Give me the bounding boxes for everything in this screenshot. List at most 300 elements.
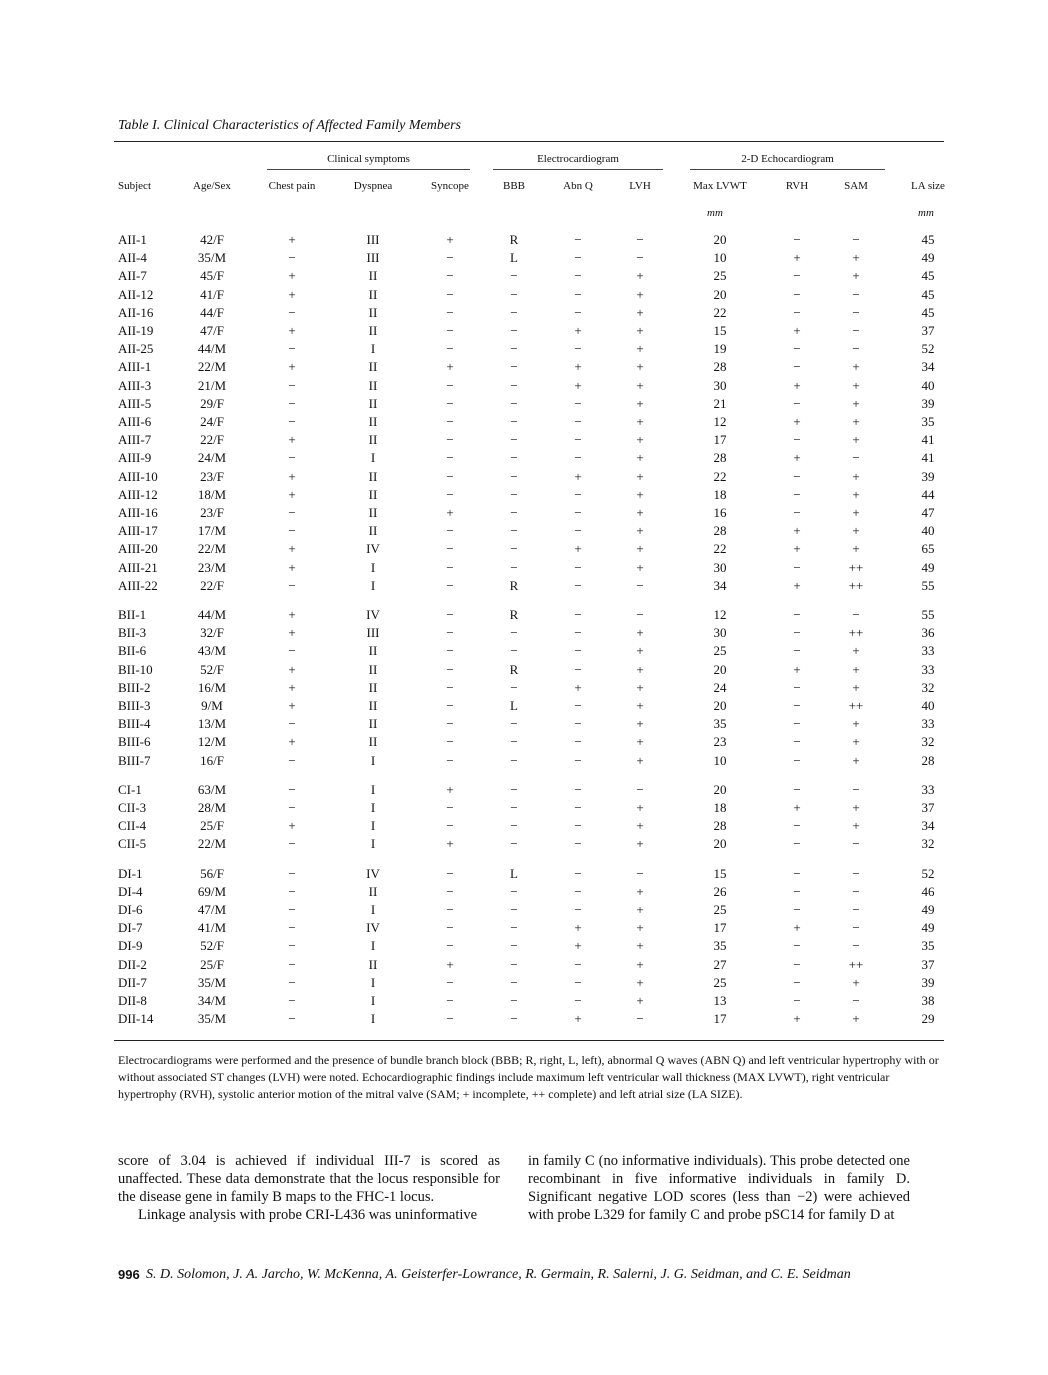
cell-bbb: − <box>510 486 518 502</box>
cell-rvh: − <box>793 559 801 575</box>
cell-chest-pain: − <box>288 523 296 539</box>
cell-max-lvwt: 20 <box>713 698 727 713</box>
cell-age-sex: 41/F <box>200 286 224 302</box>
cell-rvh: + <box>793 377 801 393</box>
cell-sam: + <box>852 661 860 677</box>
cell-dyspnea: II <box>368 698 378 713</box>
cell-sam: + <box>852 395 860 411</box>
cell-chest-pain: + <box>288 679 296 695</box>
cell-bbb: − <box>510 559 518 575</box>
cell-syncope: + <box>446 836 454 852</box>
cell-subject: BIII-4 <box>118 716 151 732</box>
cell-lvh: + <box>636 468 644 484</box>
cell-dyspnea: IV <box>366 920 380 936</box>
cell-la-size: 49 <box>921 250 935 266</box>
cell-age-sex: 35/M <box>197 974 227 990</box>
cell-subject: CII-5 <box>118 836 147 852</box>
cell-dyspnea: II <box>368 956 378 972</box>
cell-rvh: − <box>793 232 801 247</box>
cell-dyspnea: I <box>370 577 376 593</box>
cell-lvh: + <box>636 734 644 750</box>
cell-abn-q: − <box>574 341 582 357</box>
cell-abn-q: + <box>574 938 582 954</box>
cell-dyspnea: I <box>370 559 376 575</box>
table-row <box>0 624 1048 642</box>
cell-chest-pain: + <box>288 486 296 502</box>
cell-max-lvwt: 18 <box>713 486 727 502</box>
table-row <box>0 799 1048 817</box>
cell-age-sex: 52/F <box>200 938 224 954</box>
cell-rvh: − <box>793 286 801 302</box>
cell-age-sex: 22/F <box>200 577 224 593</box>
cell-subject: AII-7 <box>118 268 147 284</box>
cell-dyspnea: IV <box>366 607 380 622</box>
cell-syncope: − <box>446 818 454 834</box>
table-row <box>0 540 1048 558</box>
table-top-rule <box>114 141 944 142</box>
cell-age-sex: 43/M <box>197 643 227 659</box>
cell-rvh: − <box>793 956 801 972</box>
cell-syncope: − <box>446 523 454 539</box>
cell-syncope: − <box>446 993 454 1008</box>
cell-chest-pain: − <box>288 902 296 917</box>
cell-rvh: + <box>793 800 801 815</box>
table-row <box>0 431 1048 449</box>
cell-rvh: − <box>793 865 801 881</box>
cell-chest-pain: − <box>288 341 296 357</box>
table-row <box>0 642 1048 660</box>
cell-syncope: − <box>446 643 454 659</box>
cell-chest-pain: − <box>288 450 296 466</box>
body-column-right <box>528 1152 910 1224</box>
cell-age-sex: 17/M <box>197 523 227 539</box>
cell-subject: AIII-6 <box>118 414 152 429</box>
cell-rvh: − <box>793 468 801 484</box>
cell-syncope: − <box>446 541 454 557</box>
cell-dyspnea: II <box>368 883 378 899</box>
table-row <box>0 715 1048 733</box>
cell-lvh: + <box>636 883 644 899</box>
cell-rvh: + <box>793 450 801 466</box>
cell-dyspnea: IV <box>366 865 380 881</box>
cell-sam: − <box>852 902 860 917</box>
cell-max-lvwt: 16 <box>713 505 727 520</box>
cell-bbb: − <box>510 468 518 484</box>
cell-bbb: − <box>510 902 518 917</box>
cell-max-lvwt: 24 <box>713 679 727 695</box>
cell-la-size: 35 <box>921 938 935 954</box>
cell-sam: − <box>852 938 860 954</box>
cell-chest-pain: + <box>288 661 296 677</box>
cell-syncope: − <box>446 577 454 593</box>
cell-la-size: 40 <box>921 377 935 393</box>
cell-rvh: + <box>793 920 801 936</box>
cell-bbb: − <box>510 800 518 815</box>
cell-age-sex: 16/F <box>200 752 224 768</box>
cell-lvh: + <box>636 679 644 695</box>
cell-chest-pain: − <box>288 800 296 815</box>
body-paragraph: score of 3.04 is achieved if individual III-7 is scored as unaffected. These data demonstrate that the locus responsible for the disease gene in family B maps to the FHC-1 locus. <box>118 1153 500 1205</box>
table-row <box>0 486 1048 504</box>
cell-dyspnea: II <box>368 716 378 732</box>
cell-age-sex: 44/F <box>200 304 224 320</box>
cell-bbb: − <box>510 1011 518 1027</box>
cell-max-lvwt: 20 <box>713 836 727 852</box>
table-row <box>0 606 1048 624</box>
col-header-dyspnea: Dyspnea <box>353 180 393 192</box>
cell-lvh: + <box>636 341 644 357</box>
cell-syncope: − <box>446 679 454 695</box>
table-row <box>0 1010 1048 1028</box>
table-row <box>0 395 1048 413</box>
cell-max-lvwt: 22 <box>713 304 727 320</box>
cell-la-size: 40 <box>921 523 935 539</box>
cell-rvh: − <box>793 902 801 917</box>
cell-rvh: + <box>793 541 801 557</box>
cell-chest-pain: − <box>288 395 296 411</box>
cell-chest-pain: − <box>288 377 296 393</box>
cell-max-lvwt: 28 <box>713 818 727 834</box>
cell-rvh: + <box>793 323 801 338</box>
cell-subject: DI-6 <box>118 902 143 917</box>
cell-max-lvwt: 30 <box>713 377 727 393</box>
cell-abn-q: − <box>574 450 582 466</box>
cell-abn-q: − <box>574 956 582 972</box>
cell-lvh: − <box>636 781 644 797</box>
cell-la-size: 36 <box>921 625 935 641</box>
cell-abn-q: + <box>574 323 582 338</box>
cell-subject: BIII-2 <box>118 679 151 695</box>
cell-syncope: − <box>446 625 454 641</box>
cell-age-sex: 47/F <box>200 323 224 338</box>
cell-dyspnea: II <box>368 395 378 411</box>
cell-chest-pain: − <box>288 577 296 593</box>
table-row <box>0 504 1048 522</box>
col-header-lvh: LVH <box>629 180 651 192</box>
cell-bbb: − <box>510 938 518 954</box>
cell-lvh: + <box>636 304 644 320</box>
cell-sam: ++ <box>848 698 864 713</box>
cell-sam: + <box>852 414 860 429</box>
cell-bbb: R <box>509 577 519 593</box>
cell-la-size: 49 <box>921 920 935 936</box>
cell-lvh: − <box>636 607 644 622</box>
cell-subject: AII-19 <box>118 323 154 338</box>
cell-abn-q: − <box>574 781 582 797</box>
cell-syncope: − <box>446 865 454 881</box>
col-header-la-size: LA size <box>911 180 945 192</box>
cell-bbb: − <box>510 818 518 834</box>
cell-bbb: − <box>510 268 518 284</box>
cell-subject: AIII-12 <box>118 486 158 502</box>
cell-max-lvwt: 34 <box>713 577 727 593</box>
cell-la-size: 37 <box>921 323 935 338</box>
cell-abn-q: − <box>574 268 582 284</box>
cell-subject: BII-6 <box>118 643 147 659</box>
cell-subject: AIII-20 <box>118 541 158 557</box>
cell-lvh: − <box>636 577 644 593</box>
cell-sam: ++ <box>848 956 864 972</box>
cell-age-sex: 22/M <box>197 541 227 557</box>
cell-abn-q: − <box>574 304 582 320</box>
cell-sam: − <box>852 304 860 320</box>
table-row <box>0 340 1048 358</box>
table-row <box>0 377 1048 395</box>
cell-syncope: − <box>446 341 454 357</box>
cell-rvh: − <box>793 993 801 1008</box>
cell-abn-q: + <box>574 377 582 393</box>
cell-la-size: 33 <box>921 716 935 732</box>
table-row <box>0 304 1048 322</box>
cell-age-sex: 18/M <box>197 486 227 502</box>
cell-lvh: + <box>636 661 644 677</box>
cell-dyspnea: II <box>368 486 378 502</box>
cell-sam: − <box>852 781 860 797</box>
cell-syncope: + <box>446 781 454 797</box>
table-bottom-rule <box>114 1040 944 1041</box>
cell-dyspnea: I <box>370 341 376 357</box>
cell-chest-pain: + <box>288 468 296 484</box>
cell-max-lvwt: 20 <box>713 781 727 797</box>
cell-rvh: − <box>793 716 801 732</box>
cell-syncope: − <box>446 286 454 302</box>
group-clinical-symptoms: Clinical symptoms <box>327 153 410 165</box>
cell-bbb: − <box>510 974 518 990</box>
table-row <box>0 231 1048 249</box>
cell-abn-q: − <box>574 523 582 539</box>
cell-syncope: − <box>446 800 454 815</box>
table-row <box>0 413 1048 431</box>
cell-rvh: − <box>793 625 801 641</box>
cell-subject: AIII-1 <box>118 359 152 375</box>
cell-bbb: − <box>510 377 518 393</box>
cell-max-lvwt: 30 <box>713 625 727 641</box>
cell-rvh: − <box>793 679 801 695</box>
cell-rvh: + <box>793 523 801 539</box>
cell-la-size: 33 <box>921 643 935 659</box>
cell-chest-pain: + <box>288 818 296 834</box>
cell-age-sex: 16/M <box>197 679 227 695</box>
cell-sam: + <box>852 432 860 448</box>
cell-age-sex: 21/M <box>197 377 227 393</box>
cell-dyspnea: II <box>368 377 378 393</box>
cell-dyspnea: II <box>368 359 378 375</box>
cell-la-size: 55 <box>921 577 935 593</box>
cell-chest-pain: − <box>288 781 296 797</box>
cell-syncope: − <box>446 414 454 429</box>
cell-sam: + <box>852 468 860 484</box>
cell-rvh: − <box>793 505 801 520</box>
cell-lvh: + <box>636 432 644 448</box>
cell-sam: + <box>852 716 860 732</box>
cell-subject: AII-4 <box>118 250 147 266</box>
cell-dyspnea: II <box>368 468 378 484</box>
cell-rvh: − <box>793 781 801 797</box>
cell-sam: + <box>852 679 860 695</box>
cell-max-lvwt: 35 <box>713 938 727 954</box>
cell-rvh: + <box>793 250 801 266</box>
table-row <box>0 937 1048 955</box>
cell-subject: DI-1 <box>118 865 143 881</box>
cell-syncope: − <box>446 377 454 393</box>
cell-bbb: − <box>510 341 518 357</box>
cell-sam: + <box>852 974 860 990</box>
cell-max-lvwt: 10 <box>713 250 727 266</box>
cell-dyspnea: IV <box>366 541 380 557</box>
cell-lvh: + <box>636 286 644 302</box>
cell-abn-q: − <box>574 734 582 750</box>
cell-la-size: 45 <box>921 304 935 320</box>
cell-age-sex: 52/F <box>200 661 224 677</box>
cell-age-sex: 28/M <box>197 800 227 815</box>
cell-rvh: − <box>793 836 801 852</box>
cell-sam: − <box>852 607 860 622</box>
cell-subject: BII-1 <box>118 607 147 622</box>
cell-sam: ++ <box>848 625 864 641</box>
cell-sam: − <box>852 836 860 852</box>
cell-la-size: 38 <box>921 993 935 1008</box>
table-row <box>0 468 1048 486</box>
cell-lvh: + <box>636 956 644 972</box>
table-row <box>0 449 1048 467</box>
cell-chest-pain: + <box>288 541 296 557</box>
cell-bbb: − <box>510 883 518 899</box>
col-header-rvh: RVH <box>785 180 809 192</box>
cell-max-lvwt: 12 <box>713 607 727 622</box>
cell-dyspnea: II <box>368 661 378 677</box>
author-list: S. D. Solomon, J. A. Jarcho, W. McKenna, A. Geisterfer-Lowrance, R. Germain, R. Salerni, J. G. Seidman, and C. E. Seidman <box>146 1267 851 1282</box>
col-header-chest-pain: Chest pain <box>268 180 316 192</box>
cell-sam: − <box>852 286 860 302</box>
cell-abn-q: − <box>574 818 582 834</box>
cell-max-lvwt: 30 <box>713 559 727 575</box>
cell-sam: + <box>852 523 860 539</box>
cell-syncope: − <box>446 902 454 917</box>
cell-max-lvwt: 28 <box>713 450 727 466</box>
cell-subject: AIII-3 <box>118 377 152 393</box>
cell-lvh: + <box>636 938 644 954</box>
cell-dyspnea: I <box>370 993 376 1008</box>
cell-age-sex: 22/F <box>200 432 224 448</box>
cell-la-size: 34 <box>921 818 935 834</box>
cell-chest-pain: − <box>288 1011 296 1027</box>
cell-la-size: 47 <box>921 505 935 520</box>
cell-bbb: − <box>510 395 518 411</box>
cell-chest-pain: − <box>288 993 296 1008</box>
cell-la-size: 46 <box>921 883 935 899</box>
cell-abn-q: − <box>574 883 582 899</box>
cell-abn-q: − <box>574 286 582 302</box>
cell-max-lvwt: 15 <box>713 865 727 881</box>
cell-sam: − <box>852 865 860 881</box>
cell-lvh: − <box>636 232 644 247</box>
cell-bbb: L <box>510 250 518 266</box>
cell-max-lvwt: 28 <box>713 523 727 539</box>
cell-chest-pain: − <box>288 505 296 520</box>
cell-lvh: − <box>636 865 644 881</box>
cell-abn-q: − <box>574 577 582 593</box>
cell-sam: + <box>852 377 860 393</box>
cell-sam: + <box>852 818 860 834</box>
table-row <box>0 358 1048 376</box>
cell-sam: + <box>852 800 860 815</box>
cell-abn-q: − <box>574 414 582 429</box>
cell-syncope: − <box>446 559 454 575</box>
cell-subject: AIII-9 <box>118 450 152 466</box>
cell-abn-q: − <box>574 661 582 677</box>
cell-abn-q: − <box>574 698 582 713</box>
cell-dyspnea: II <box>368 679 378 695</box>
cell-max-lvwt: 20 <box>713 286 727 302</box>
cell-rvh: − <box>793 359 801 375</box>
cell-age-sex: 42/F <box>200 232 224 247</box>
cell-rvh: − <box>793 607 801 622</box>
cell-sam: + <box>852 1011 860 1027</box>
cell-age-sex: 35/M <box>197 250 227 266</box>
cell-la-size: 44 <box>921 486 935 502</box>
cell-abn-q: − <box>574 250 582 266</box>
table-row <box>0 781 1048 799</box>
cell-abn-q: − <box>574 800 582 815</box>
cell-max-lvwt: 22 <box>713 541 727 557</box>
cell-abn-q: − <box>574 752 582 768</box>
cell-abn-q: + <box>574 1011 582 1027</box>
cell-max-lvwt: 23 <box>713 734 727 750</box>
cell-sam: + <box>852 752 860 768</box>
cell-syncope: − <box>446 468 454 484</box>
cell-max-lvwt: 25 <box>713 974 727 990</box>
cell-rvh: − <box>793 734 801 750</box>
table-row <box>0 901 1048 919</box>
table-row <box>0 992 1048 1010</box>
cell-la-size: 33 <box>921 661 935 677</box>
cell-age-sex: 12/M <box>197 734 227 750</box>
table-row <box>0 249 1048 267</box>
cell-sam: − <box>852 993 860 1008</box>
table-row <box>0 577 1048 595</box>
cell-la-size: 55 <box>921 607 935 622</box>
cell-rvh: − <box>793 432 801 448</box>
cell-syncope: + <box>446 359 454 375</box>
cell-bbb: R <box>509 232 519 247</box>
cell-max-lvwt: 19 <box>713 341 727 357</box>
cell-dyspnea: II <box>368 323 378 338</box>
table-row <box>0 697 1048 715</box>
group-electrocardiogram: Electrocardiogram <box>537 153 619 165</box>
cell-bbb: − <box>510 734 518 750</box>
cell-la-size: 45 <box>921 268 935 284</box>
cell-age-sex: 25/F <box>200 956 224 972</box>
cell-syncope: − <box>446 661 454 677</box>
cell-abn-q: − <box>574 486 582 502</box>
cell-sam: − <box>852 341 860 357</box>
cell-syncope: − <box>446 607 454 622</box>
cell-rvh: − <box>793 395 801 411</box>
cell-chest-pain: − <box>288 920 296 936</box>
cell-bbb: − <box>510 716 518 732</box>
cell-la-size: 35 <box>921 414 935 429</box>
cell-abn-q: + <box>574 359 582 375</box>
cell-max-lvwt: 20 <box>713 232 727 247</box>
cell-subject: AIII-22 <box>118 577 158 593</box>
cell-max-lvwt: 26 <box>713 883 727 899</box>
cell-dyspnea: III <box>366 625 380 641</box>
col-header-max-lvwt: Max LVWT <box>693 180 747 192</box>
cell-lvh: + <box>636 625 644 641</box>
cell-chest-pain: − <box>288 865 296 881</box>
cell-rvh: − <box>793 974 801 990</box>
cell-age-sex: 22/M <box>197 359 227 375</box>
